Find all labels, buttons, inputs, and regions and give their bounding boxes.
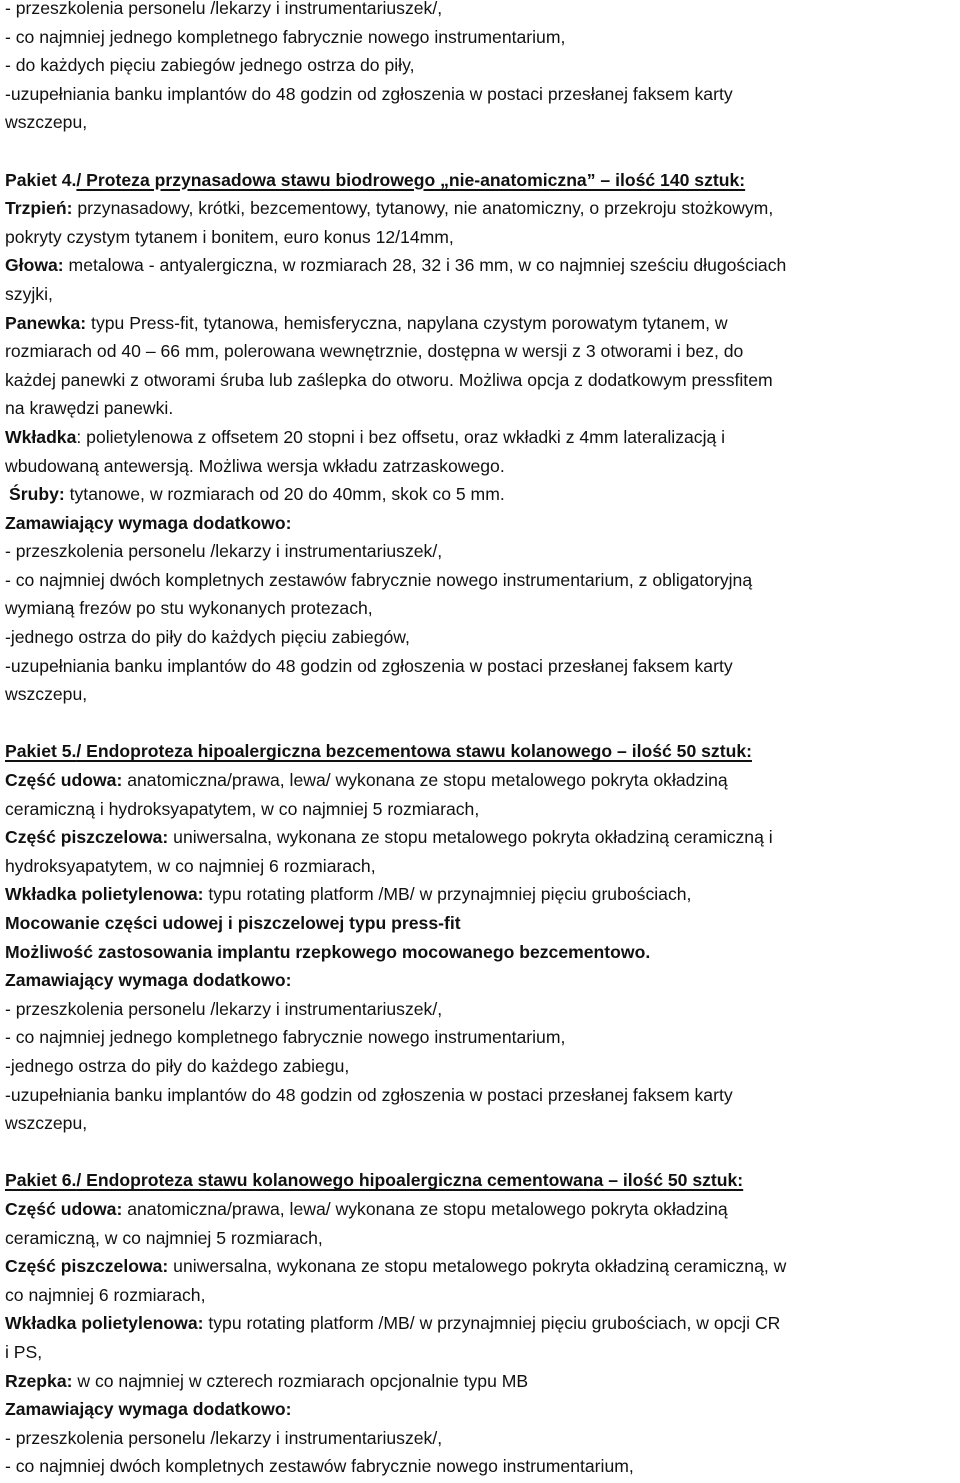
czesc-piszczelowa-text: uniwersalna, wykonana ze stopu metalowego pokryta okładziną ceramiczną, w bbox=[168, 1256, 787, 1277]
wkladka-poli-text: typu rotating platform /MB/ w przynajmniej pięciu grubościach, w opcji CR bbox=[203, 1313, 781, 1334]
pakiet-6-heading bbox=[5, 1166, 958, 1195]
pakiet-5-title: / Endoproteza hipoalergiczna bezcementowa stawu kolanowego – ilość 50 sztuk: bbox=[76, 741, 752, 762]
intro-line: - do każdych pięciu zabiegów jednego ostrza do piły, bbox=[5, 55, 415, 76]
requirements-heading: Zamawiający wymaga dodatkowo: bbox=[5, 512, 292, 533]
wkladka-poli-text: typu rotating platform /MB/ w przynajmniej pięciu grubościach, bbox=[203, 884, 692, 905]
czesc-piszczelowa-line-2: co najmniej 6 rozmiarach, bbox=[5, 1284, 206, 1305]
spacer bbox=[5, 137, 958, 166]
czesc-piszczelowa-line-2: hydroksyapatytem, w co najmniej 6 rozmiarach, bbox=[5, 855, 376, 876]
czesc-udowa-label: Część udowa: bbox=[5, 770, 123, 791]
pakiet-6-section bbox=[5, 1166, 958, 1481]
panewka-text: typu Press-fit, tytanowa, hemisferyczna, napylana czystym porowatym tytanem, w bbox=[86, 312, 728, 333]
intro-line: - co najmniej jednego kompletnego fabrycznie nowego instrumentarium, bbox=[5, 26, 566, 47]
requirement-line: - co najmniej dwóch kompletnych zestawów fabrycznie nowego instrumentarium, bbox=[5, 1456, 634, 1477]
pakiet-4-heading bbox=[5, 166, 958, 195]
trzpien-text: przynasadowy, krótki, bezcementowy, tytanowy, nie anatomiczny, o przekroju stożkowym, bbox=[72, 198, 774, 219]
czesc-piszczelowa-label: Część piszczelowa: bbox=[5, 1256, 169, 1277]
wkladka-line-2: wbudowaną antewersją. Możliwa wersja wkładu zatrzaskowego. bbox=[5, 455, 505, 476]
trzpien-line bbox=[5, 194, 958, 223]
wkladka-line bbox=[5, 423, 958, 452]
intro-section bbox=[5, 0, 958, 137]
requirement-line: -jednego ostrza do piły do każdych pięciu zabiegów, bbox=[5, 627, 410, 648]
sruby-line bbox=[5, 480, 958, 509]
intro-line: wszczepu, bbox=[5, 112, 88, 133]
panewka-line bbox=[5, 309, 958, 338]
pakiet-4-title: / Proteza przynasadowa stawu biodrowego „nie-anatomiczna” – ilość 140 sztuk: bbox=[76, 169, 746, 190]
pakiet-5-number: Pakiet 5. bbox=[5, 741, 77, 762]
panewka-line-4: na krawędzi panewki. bbox=[5, 398, 174, 419]
spacer bbox=[5, 709, 958, 738]
glowa-line-2: szyjki, bbox=[5, 283, 53, 304]
glowa-text: metalowa - antyalergiczna, w rozmiarach 28, 32 i 36 mm, w co najmniej sześciu długościach bbox=[63, 255, 787, 276]
intro-line: - przeszkolenia personelu /lekarzy i instrumentariuszek/, bbox=[5, 0, 443, 18]
wkladka-poli-label: Wkładka polietylenowa: bbox=[5, 884, 204, 905]
requirements-heading: Zamawiający wymaga dodatkowo: bbox=[5, 970, 292, 991]
requirement-line: -jednego ostrza do piły do każdego zabiegu, bbox=[5, 1055, 350, 1076]
requirement-line: - co najmniej dwóch kompletnych zestawów fabrycznie nowego instrumentarium, z obligatoryjną bbox=[5, 569, 753, 590]
sruby-text: tytanowe, w rozmiarach od 20 do 40mm, skok co 5 mm. bbox=[64, 484, 505, 505]
requirement-line: -uzupełniania banku implantów do 48 godzin od zgłoszenia w postaci przesłanej faksem karty bbox=[5, 655, 733, 676]
pakiet-4-number: Pakiet 4. bbox=[5, 169, 77, 190]
rzepka-text: w co najmniej w czterech rozmiarach opcjonalnie typu MB bbox=[72, 1370, 529, 1391]
requirements-heading: Zamawiający wymaga dodatkowo: bbox=[5, 1399, 292, 1420]
requirement-line: -uzupełniania banku implantów do 48 godzin od zgłoszenia w postaci przesłanej faksem karty bbox=[5, 1084, 733, 1105]
panewka-label: Panewka: bbox=[5, 312, 87, 333]
czesc-udowa-line bbox=[5, 766, 958, 795]
requirement-line: wszczepu, bbox=[5, 684, 88, 705]
rzepka-line bbox=[5, 1367, 958, 1396]
pakiet-6-title: / Endoproteza stawu kolanowego hipoalergiczna cementowana – ilość 50 sztuk: bbox=[76, 1170, 744, 1191]
panewka-line-3: każdej panewki z otworami śruba lub zaślepka do otworu. Możliwa opcja z dodatkowym pressfitem bbox=[5, 369, 773, 390]
czesc-piszczelowa-line bbox=[5, 1252, 958, 1281]
spacer bbox=[5, 1138, 958, 1167]
trzpien-line-2: pokryty czystym tytanem i bonitem, euro konus 12/14mm, bbox=[5, 226, 454, 247]
intro-line: -uzupełniania banku implantów do 48 godzin od zgłoszenia w postaci przesłanej faksem karty bbox=[5, 83, 733, 104]
czesc-udowa-line-2: ceramiczną, w co najmniej 5 rozmiarach, bbox=[5, 1227, 323, 1248]
czesc-udowa-label: Część udowa: bbox=[5, 1198, 123, 1219]
czesc-udowa-text: anatomiczna/prawa, lewa/ wykonana ze stopu metalowego pokryta okładziną bbox=[122, 1198, 728, 1219]
czesc-piszczelowa-line bbox=[5, 823, 958, 852]
czesc-udowa-text: anatomiczna/prawa, lewa/ wykonana ze stopu metalowego pokryta okładziną bbox=[122, 770, 728, 791]
wkladka-poli-label: Wkładka polietylenowa: bbox=[5, 1313, 204, 1334]
glowa-label: Głowa: bbox=[5, 255, 64, 276]
sruby-label: Śruby: bbox=[9, 484, 65, 505]
requirement-line: wszczepu, bbox=[5, 1113, 88, 1134]
czesc-piszczelowa-text: uniwersalna, wykonana ze stopu metalowego pokryta okładziną ceramiczną i bbox=[168, 827, 773, 848]
czesc-udowa-line-2: ceramiczną i hydroksyapatytem, w co najmniej 5 rozmiarach, bbox=[5, 798, 480, 819]
wkladka-label: Wkładka bbox=[5, 426, 77, 447]
czesc-udowa-line bbox=[5, 1195, 958, 1224]
pakiet-4-section bbox=[5, 166, 958, 709]
rzepka-label: Rzepka: bbox=[5, 1370, 73, 1391]
requirement-line: - przeszkolenia personelu /lekarzy i instrumentariuszek/, bbox=[5, 1427, 443, 1448]
wkladka-text: : polietylenowa z offsetem 20 stopni i bez offsetu, oraz wkładki z 4mm lateralizacją i bbox=[76, 426, 726, 447]
wkladka-poli-line-2: i PS, bbox=[5, 1341, 43, 1362]
trzpien-label: Trzpień: bbox=[5, 198, 73, 219]
requirement-line: wymianą frezów po stu wykonanych protezach, bbox=[5, 598, 373, 619]
wkladka-poli-line bbox=[5, 880, 958, 909]
pakiet-6-number: Pakiet 6. bbox=[5, 1170, 77, 1191]
mozliwosc-line: Możliwość zastosowania implantu rzepkowego mocowanego bezcementowo. bbox=[5, 941, 651, 962]
pakiet-5-section bbox=[5, 737, 958, 1137]
requirement-line: - przeszkolenia personelu /lekarzy i instrumentariuszek/, bbox=[5, 998, 443, 1019]
requirement-line: - przeszkolenia personelu /lekarzy i instrumentariuszek/, bbox=[5, 541, 443, 562]
panewka-line-2: rozmiarach od 40 – 66 mm, polerowana wewnętrznie, dostępna w wersji z 3 otworami i bez, do bbox=[5, 341, 744, 362]
wkladka-poli-line bbox=[5, 1309, 958, 1338]
requirement-line: - co najmniej jednego kompletnego fabrycznie nowego instrumentarium, bbox=[5, 1027, 566, 1048]
czesc-piszczelowa-label: Część piszczelowa: bbox=[5, 827, 169, 848]
pakiet-5-heading bbox=[5, 737, 958, 766]
mocowanie-line: Mocowanie części udowej i piszczelowej typu press-fit bbox=[5, 913, 461, 933]
glowa-line bbox=[5, 251, 958, 280]
